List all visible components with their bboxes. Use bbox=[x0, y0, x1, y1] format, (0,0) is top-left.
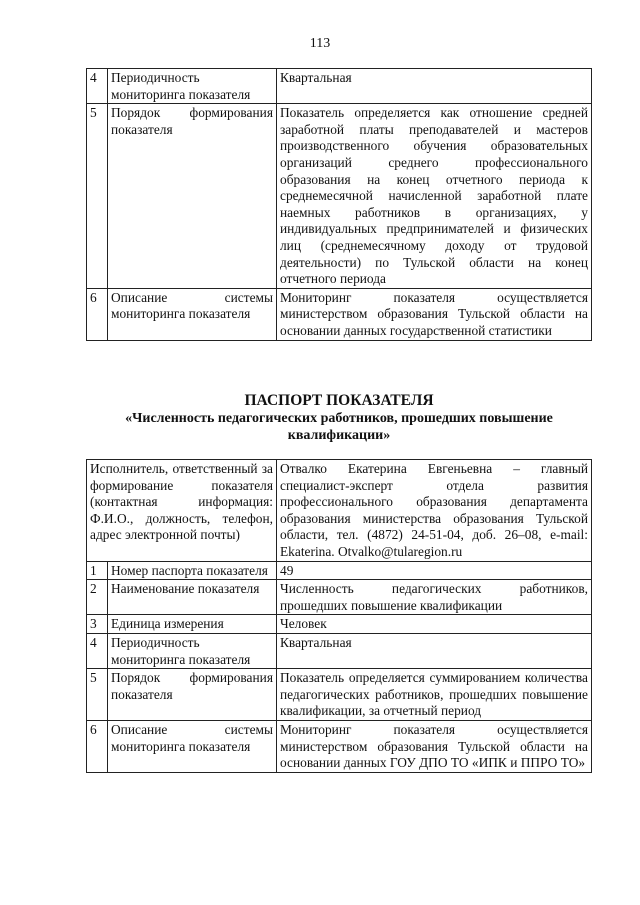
row-number: 6 bbox=[87, 288, 108, 340]
row-number: 5 bbox=[87, 104, 108, 289]
page-number: 113 bbox=[309, 36, 331, 51]
row-label: Номер паспорта показателя bbox=[108, 561, 277, 580]
indicator-passport-table bbox=[86, 459, 592, 773]
row-label: Порядок формирования показателя bbox=[108, 669, 277, 721]
row-number: 4 bbox=[87, 69, 108, 104]
passport-title: ПАСПОРТ ПОКАЗАТЕЛЯ bbox=[244, 392, 434, 409]
row-value: Показатель определяется как отношение средней заработной платы преподавателей и мастеров производственного обучения образовательных организаций среднего профессионального образования на конец отчетного периода к среднемесячной начисленной заработной плате наемных работников в организациях, у индивидуальных предпринимателей и физических лиц (среднемесячному доходу от трудовой деятельности) по Тульской области на конец отчетного периода bbox=[277, 104, 592, 289]
executor-row bbox=[87, 460, 592, 562]
passport-subtitle: «Численность педагогических работников, прошедших повышение квалификации» bbox=[125, 411, 553, 443]
table-row bbox=[87, 288, 592, 340]
row-value: Мониторинг показателя осуществляется министерством образования Тульской области на основании данных ГОУ ДПО ТО «ИПК и ППРО ТО» bbox=[277, 720, 592, 772]
row-value: Квартальная bbox=[277, 633, 592, 668]
table-row bbox=[87, 69, 592, 104]
row-number: 5 bbox=[87, 669, 108, 721]
executor-label: Исполнитель, ответственный за формирование показателя (контактная информация: Ф.И.О., должность, телефон, адрес электронной почты) bbox=[87, 460, 277, 562]
row-label: Порядок формирования показателя bbox=[108, 104, 277, 289]
table-row bbox=[87, 633, 592, 668]
row-value: 49 bbox=[277, 561, 592, 580]
row-label: Описание системы мониторинга показателя bbox=[108, 720, 277, 772]
row-number: 4 bbox=[87, 633, 108, 668]
executor-value: Отвалко Екатерина Евгеньевна – главный специалист-эксперт отдела развития профессионального образования департамента образования министерства образования Тульской области, тел. (4872) 24-51-04, доб. 26–08, e-mail: Ekaterina. Otvalko@tularegion.ru bbox=[277, 460, 592, 562]
row-number: 3 bbox=[87, 615, 108, 634]
table-row bbox=[87, 720, 592, 772]
row-value: Человек bbox=[277, 615, 592, 634]
row-number: 6 bbox=[87, 720, 108, 772]
row-label: Периодичность мониторинга показателя bbox=[108, 633, 277, 668]
row-label: Периодичность мониторинга показателя bbox=[108, 69, 277, 104]
indicator-table-continued bbox=[86, 68, 592, 341]
row-number: 2 bbox=[87, 580, 108, 615]
table-row bbox=[87, 669, 592, 721]
row-number: 1 bbox=[87, 561, 108, 580]
row-value: Численность педагогических работников, прошедших повышение квалификации bbox=[277, 580, 592, 615]
table-row bbox=[87, 580, 592, 615]
row-value: Мониторинг показателя осуществляется министерством образования Тульской области на основании данных государственной статистики bbox=[277, 288, 592, 340]
row-value: Показатель определяется суммированием количества педагогических работников, прошедших повышение квалификации, за отчетный период bbox=[277, 669, 592, 721]
row-label: Единица измерения bbox=[108, 615, 277, 634]
row-value: Квартальная bbox=[277, 69, 592, 104]
row-label: Наименование показателя bbox=[108, 580, 277, 615]
table-row bbox=[87, 104, 592, 289]
table-row bbox=[87, 561, 592, 580]
row-label: Описание системы мониторинга показателя bbox=[108, 288, 277, 340]
table-row bbox=[87, 615, 592, 634]
